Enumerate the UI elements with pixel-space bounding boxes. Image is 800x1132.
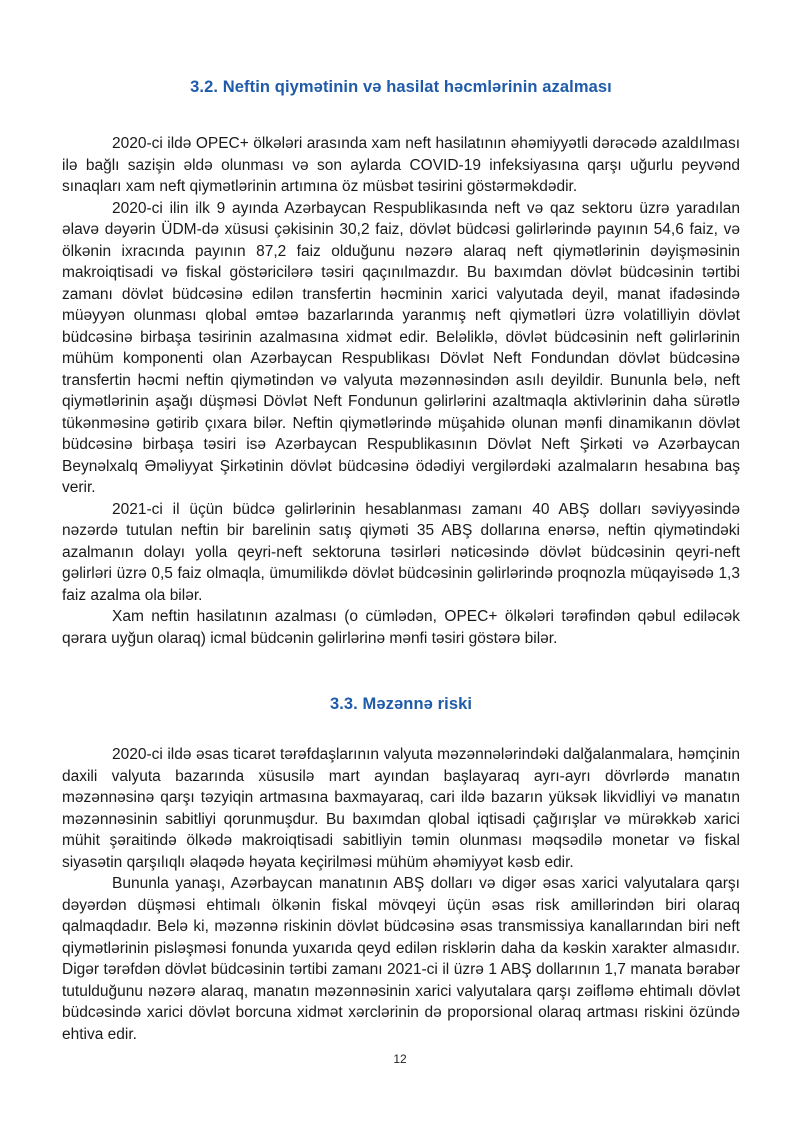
paragraph: Xam neftin hasilatının azalması (o cümlədən, OPEC+ ölkələri tərəfindən qəbul ediləcək qərara uyğun olaraq) icmal büdcənin gəlirlərinə mənfi təsiri göstərə bilər.: [62, 608, 740, 647]
section-exchange-rate-risk: [62, 695, 740, 1045]
paragraph: 2020-ci ilin ilk 9 ayında Azərbaycan Respublikasında neft və qaz sektoru üzrə yaradılan əlavə dəyərin ÜDM-də xüsusi çəkisinin 30,2 faiz, dövlət büdcəsi gəlirlərində payının 54,6 faiz, və ölkənin ixracında payının 87,2 faiz olduğunu nəzərə alaraq neft qiymətlərinin dəyişməsinin makroiqtisadi və fiskal göstəricilərə təsiri qaçınılmazdır. Bu baxımdan dövlət büdcəsinin tərtibi zamanı dövlət büdcəsinə edilən transfertin həcminin xarici valyutada deyil, manat ifadəsində müəyyən olunması qlobal əmtəə bazarlarında yaranmış neft qiymətləri üzrə volatilliyin dövlət büdcəsinə birbaşa təsirinin azalmasına xidmət edir. Beləliklə, dövlət büdcəsinin neft gəlirlərinin mühüm komponenti olan Azərbaycan Respublikası Dövlət Neft Fondundan dövlət büdcəsinə transfertin həcmi neftin qiymətindən və valyuta məzənnəsindən asılı deyildir. Bununla belə, neft qiymətlərinin aşağı düşməsi Dövlət Neft Fondunun gəlirlərini azaltmaqla aktivlərinin daha sürətlə tükənməsinə gətirib çıxara bilər. Neftin qiymətlərində müşahidə olunan mənfi dinamikanın dövlət büdcəsinə birbaşa təsiri isə Azərbaycan Respublikasının Dövlət Neft Şirkəti və Azərbaycan Beynəlxalq Əməliyyat Şirkətinin dövlət büdcəsinə ödədiyi vergilərdəki azalmaların hesabına baş verir.: [62, 199, 740, 496]
paragraph: 2020-ci ildə əsas ticarət tərəfdaşlarının valyuta məzənnələrindəki dalğalanmalara, həmçinin daxili valyuta bazarında xüsusilə mart ayından başlayaraq ayrı-ayrı dövrlərdə manatın məzənnəsinə qarşı təzyiqin artmasına baxmayaraq, cari ildə bazarın yüksək likvidliyi və manatın məzənnəsinin sabitliyi qorunmuşdur. Bu baxımdan qlobal iqtisadi çağırışlar və mürəkkəb xarici mühit şəraitində ölkədə makroiqtisadi sabitliyin təmin olunması məqsədilə monetar və fiskal siyasətin qarşılıqlı əlaqədə həyata keçirilməsi mühüm əhəmiyyət kəsb edir.: [62, 746, 740, 871]
section-heading-exchange-rate-risk: 3.3. Məzənnə riski: [329, 695, 473, 713]
page-number: 12: [393, 1052, 407, 1066]
page-footer: [0, 1050, 800, 1068]
paragraph: 2021-ci il üçün büdcə gəlirlərinin hesablanması zamanı 40 ABŞ dolları səviyyəsində nəzərdə tutulan neftin bir barelinin satış qiyməti 35 ABŞ dollarına enərsə, neftin qiymətindəki azalmanın dolayı yolla qeyri-neft sektoruna təsirləri nəticəsində dövlət büdcəsinin qeyri-neft gəlirləri üzrə 0,5 faiz olmaqla, ümumilikdə dövlət büdcəsinin gəlirlərində proqnozla müqayisədə 1,3 faiz azalma ola bilər.: [62, 500, 740, 604]
paragraph: 2020-ci ildə OPEC+ ölkələri arasında xam neft hasilatının əhəmiyyətli dərəcədə azaldılması ilə bağlı sazişin əldə olunması və son aylarda COVID-19 infeksiyasına qarşı uğurlu peyvənd sınaqları xam neft qiymətlərinin artımına öz müsbət təsirini göstərməkdədir.: [62, 135, 740, 195]
section-oil-price-decline: [62, 78, 740, 649]
paragraph: Bununla yanaşı, Azərbaycan manatının ABŞ dolları və digər əsas xarici valyutalara qarşı dəyərdən düşməsi ehtimalı ölkənin fiskal mövqeyi üçün əsas risk amillərindən biri olaraq qalmaqdadır. Belə ki, məzənnə riskinin dövlət büdcəsinə əsas transmissiya kanallarından biri neft qiymətlərinin pisləşməsi fonunda yuxarıda qeyd edilən risklərin daha da kəskin xarakter almasıdır. Digər tərəfdən dövlət büdcəsinin tərtibi zamanı 2021-ci il üzrə 1 ABŞ dollarının 1,7 manata bərabər tutulduğunu nəzərə alaraq, manatın məzənnəsinin xarici valyutalara qarşı zəifləmə ehtimalı dövlət büdcəsində xarici dövlət borcuna xidmət xərclərinin də proporsional olaraq artması riskini özündə ehtiva edir.: [62, 875, 740, 1043]
section-heading-oil-price: 3.2. Neftin qiymətinin və hasilat həcmlərinin azalması: [190, 78, 612, 96]
